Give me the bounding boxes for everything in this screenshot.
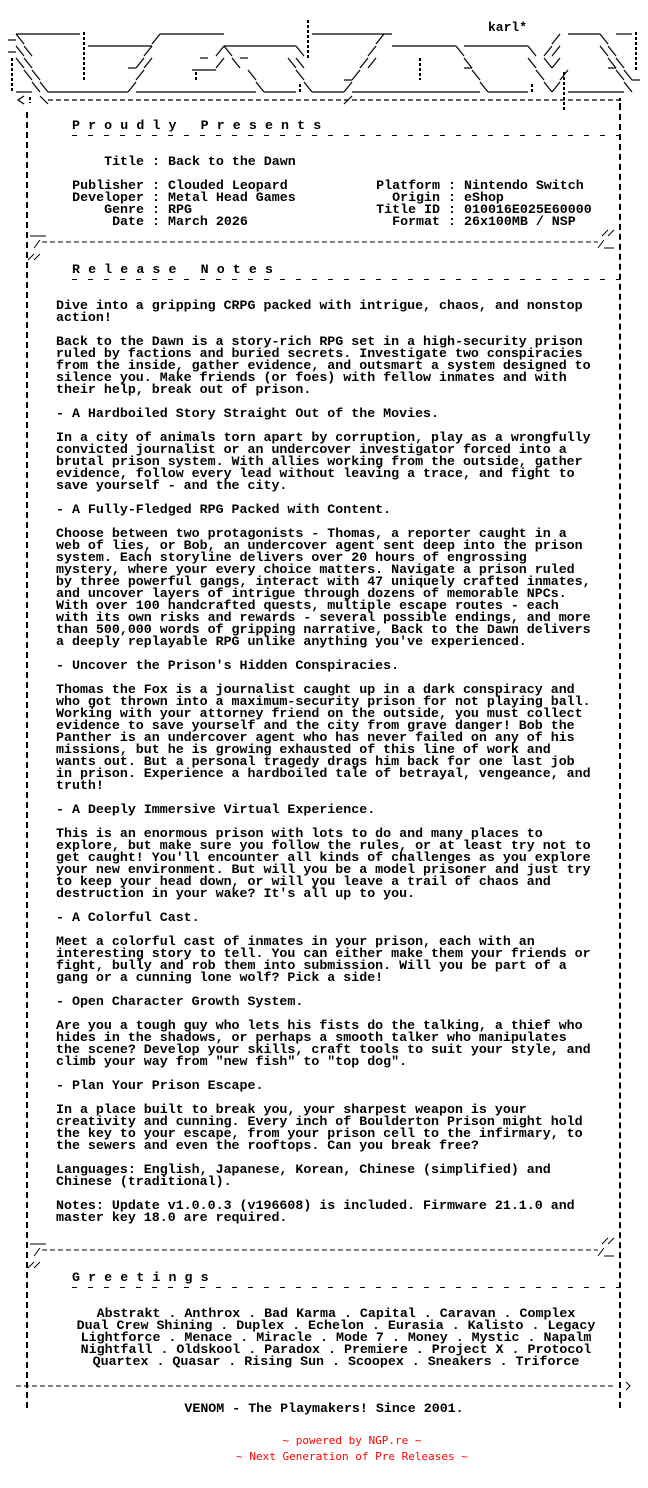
info-row xyxy=(56,216,248,228)
heading-underline xyxy=(72,279,620,280)
heading-underline xyxy=(72,135,620,136)
feature-paragraph: Are you a tough guy who lets his fists do the talking, a thief who hides in the shadows, or perhaps a smooth talker who manipulates the scene? Develop your skills, craft tools to suit your style, and climb your way from "new fish" to "top dog". xyxy=(56,1018,591,1069)
feature-paragraph: This is an enormous prison with lots to do and many places to explore, but make sure you follow the rules, or at least try not to get caught! You'll encounter all kinds of challenges as you explore your new environment. But will you be a model prisoner and just try to keep your head down, or will you leave a trail of chaos and destruction in your wake? It's all up to you. xyxy=(56,826,591,901)
info-label: Origin xyxy=(392,190,440,205)
title-label: Title xyxy=(104,154,144,169)
group-tagline: VENOM - The Playmakers! Since 2001. xyxy=(184,1401,464,1416)
info-colon: : xyxy=(152,202,160,217)
info-colon: : xyxy=(448,178,456,193)
info-value: RPG xyxy=(168,202,192,217)
info-colon: : xyxy=(152,214,160,229)
feature-paragraph: In a place built to break you, your sharpest weapon is your creativity and cunning. Every inch of Boulderton Prison might hold the key to your escape, from your prison cell to the infirmary, to the sewers and even the rooftops. Can you break free? xyxy=(56,1102,583,1153)
feature-heading: - A Deeply Immersive Virtual Experience. xyxy=(56,802,376,817)
greetings-line: Dual Crew Shining . Duplex . Echelon . Eurasia . Kalisto . Legacy xyxy=(76,1318,596,1333)
languages-paragraph: Languages: English, Japanese, Korean, Chinese (simplified) and Chinese (traditional). xyxy=(56,1162,551,1189)
info-label: Developer xyxy=(72,190,144,205)
feature-heading: - A Fully-Fledged RPG Packed with Content. xyxy=(56,502,392,517)
info-value: Metal Head Games xyxy=(168,190,296,205)
info-label: Format xyxy=(392,214,440,229)
notes-paragraph: Notes: Update v1.0.0.3 (v196608) is included. Firmware 21.1.0 and master key 18.0 are required. xyxy=(56,1198,575,1225)
title-colon: : xyxy=(152,154,160,169)
section-divider xyxy=(24,228,624,264)
title-value: Back to the Dawn xyxy=(168,154,296,169)
heading-underline xyxy=(72,1287,620,1288)
feature-paragraph: Thomas the Fox is a journalist caught up in a dark conspiracy and who got thrown into a maximum-security prison for not playing ball. Working with your attorney friend on the outside, you must collect evidence to save yourself and the city from grave danger! Bob the Panther is an undercover agent who has never failed on any of his missions, but he is growing exhausted of this line of work and wants out. But a personal tragedy drags him back for one last job in prison. Experience a hardboiled tale of betrayal, vengeance, and truth! xyxy=(56,682,591,793)
info-colon: : xyxy=(152,178,160,193)
logo-ascii-art xyxy=(0,0,648,110)
info-value: 010016E025E60000 xyxy=(464,202,592,217)
footer-divider xyxy=(12,1378,636,1394)
section-divider xyxy=(24,1236,624,1272)
greetings-heading: Greetings xyxy=(72,1270,217,1285)
frame-border-left xyxy=(26,112,28,1408)
feature-paragraph: Choose between two protagonists - Thomas, a reporter caught in a web of lies, or Bob, an undercover agent sent deep into the prison system. Each storyline delivers over 20 hours of engrossing mystery, where your every choice matters. Navigate a prison ruled by three powerful gangs, interact with 47 uniquely crafted inmates, and uncover layers of intrigue through dozens of memorable NPCs. With over 100 handcrafted quests, multiple escape routes - each with its own risks and rewards - several possible endings, and more than 500,000 words of gripping narrative, Back to the Dawn delivers a deeply replayable RPG unlike anything you've experienced. xyxy=(56,526,591,649)
info-label: Title ID xyxy=(376,202,440,217)
info-value: March 2026 xyxy=(168,214,248,229)
info-label: Publisher xyxy=(72,178,144,193)
feature-paragraph: In a city of animals torn apart by corruption, play as a wrongfully convicted journalist or an undercover investigator forced into a brutal prison system. With allies working from the outside, gather evidence, follow every lead without leaving a trace, and fight to save yourself - and the city. xyxy=(56,430,591,493)
author-tag: karl* xyxy=(488,20,528,35)
info-row xyxy=(360,216,576,228)
info-colon: : xyxy=(448,190,456,205)
info-label: Platform xyxy=(376,178,440,193)
info-colon: : xyxy=(448,202,456,217)
info-label: Genre xyxy=(104,202,144,217)
info-colon: : xyxy=(152,190,160,205)
feature-heading: - Uncover the Prison's Hidden Conspiracies. xyxy=(56,658,400,673)
greetings-line: Lightforce . Menace . Miracle . Mode 7 . Money . Mystic . Napalm xyxy=(80,1330,592,1345)
intro-paragraph: Dive into a gripping CRPG packed with intrigue, chaos, and nonstop action! xyxy=(56,298,583,325)
presents-heading: Proudly Presents xyxy=(72,118,330,133)
greetings-line: Quartex . Quasar . Rising Sun . Scoopex . Sneakers . Triforce xyxy=(92,1354,580,1369)
feature-heading: - A Hardboiled Story Straight Out of the Movies. xyxy=(56,406,440,421)
info-value: eShop xyxy=(464,190,504,205)
greetings-line: Nightfall . Oldskool . Paradox . Premiere . Project X . Protocol xyxy=(80,1342,592,1357)
feature-heading: - A Colorful Cast. xyxy=(56,910,200,925)
powered-by-text: ~ powered by NGP.re ~ xyxy=(282,1434,422,1447)
info-value: Nintendo Switch xyxy=(464,178,584,193)
info-colon: : xyxy=(448,214,456,229)
greetings-line: Abstrakt . Anthrox . Bad Karma . Capital . Caravan . Complex xyxy=(96,1306,576,1321)
slogan-text: ~ Next Generation of Pre Releases ~ xyxy=(236,1450,468,1463)
info-value: 26x100MB / NSP xyxy=(464,214,576,229)
feature-heading: - Open Character Growth System. xyxy=(56,994,304,1009)
title-row xyxy=(56,156,296,168)
info-label: Date xyxy=(112,214,144,229)
feature-heading: - Plan Your Prison Escape. xyxy=(56,1078,264,1093)
release-notes-heading: Release Notes xyxy=(72,262,282,277)
description-paragraph: Back to the Dawn is a story-rich RPG set in a high-security prison ruled by factions and buried secrets. Investigate two conspiracies from the inside, gather evidence, and outsmart a system designed to silence you. Make friends (or foes) with fellow inmates and with their help, break out of prison. xyxy=(56,334,591,397)
info-value: Clouded Leopard xyxy=(168,178,288,193)
feature-paragraph: Meet a colorful cast of inmates in your prison, each with an interesting story to tell. You can either make them your friends or fight, bully and rob them into submission. Will you be part of a gang or a cunning lone wolf? Pick a side! xyxy=(56,934,591,985)
